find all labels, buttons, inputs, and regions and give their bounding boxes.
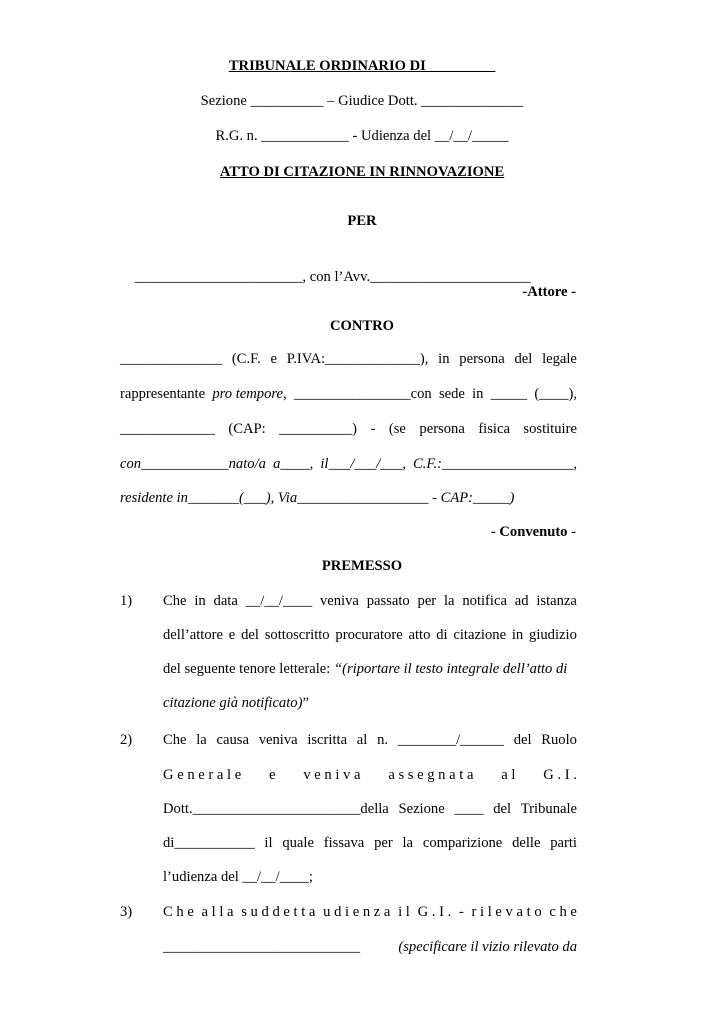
- w: causa: [216, 732, 249, 748]
- w: a s s e g n a t a: [388, 767, 474, 783]
- w: al: [356, 732, 368, 748]
- court-heading: TRIBUNALE ORDINARIO DI _________: [228, 58, 496, 74]
- w: G . I .: [543, 767, 577, 783]
- w: con____________nato/a: [120, 456, 266, 472]
- w: giudizio: [529, 627, 577, 643]
- w: persona: [459, 351, 505, 367]
- w: Che: [163, 732, 187, 748]
- w: veniva: [319, 593, 359, 609]
- w: dell’attore: [163, 627, 223, 643]
- w: sottoscritto: [264, 627, 330, 643]
- w: istanza: [536, 593, 577, 609]
- convenuto-line-2: [120, 385, 577, 403]
- w: sede: [438, 386, 465, 402]
- w: “(riportare il testo integrale dell’atto di: [334, 661, 568, 677]
- item-1-line-2: [163, 626, 577, 644]
- w: in: [511, 627, 524, 643]
- attore-line: [120, 250, 531, 304]
- contro-heading: CONTRO: [329, 318, 395, 334]
- w: la: [443, 593, 455, 609]
- w: _____: [490, 386, 528, 402]
- w: Che: [163, 593, 187, 609]
- attore-line-b: ______________________: [370, 269, 531, 285]
- convenuto-label-text: - Convenuto: [490, 524, 568, 540]
- w: c h e: [549, 904, 577, 920]
- w: fissava: [323, 835, 365, 851]
- w: parti: [550, 835, 577, 851]
- item-1-line-3: [163, 660, 567, 678]
- w: il___/___/___,: [320, 456, 406, 472]
- convenuto-line-1: [120, 350, 577, 368]
- w: a l l a: [201, 904, 234, 920]
- w: -: [370, 421, 376, 437]
- section-line: Sezione __________ – Giudice Dott. ______________: [200, 93, 524, 109]
- w: del: [514, 351, 533, 367]
- w: in: [472, 386, 484, 402]
- w: il: [264, 835, 273, 851]
- premesso-heading: PREMESSO: [321, 558, 403, 574]
- w: ______________: [120, 351, 223, 367]
- w: di: [436, 627, 448, 643]
- item-2-line-2: [163, 766, 577, 784]
- w: pro tempore,: [212, 386, 287, 402]
- item-number: 1): [120, 593, 133, 609]
- w: ________________con: [293, 386, 432, 402]
- w: notifica: [462, 593, 507, 609]
- w: ”: [302, 695, 309, 711]
- w: i l: [398, 904, 410, 920]
- w: citazione: [453, 627, 507, 643]
- w: persona: [419, 421, 465, 437]
- w: delle: [512, 835, 541, 851]
- w: Dott._______________________della: [163, 801, 389, 817]
- item-2-line-1: [163, 731, 577, 749]
- w: data: [213, 593, 238, 609]
- w: a l: [501, 767, 516, 783]
- w: __/__/____: [245, 593, 313, 609]
- convenuto-label: [491, 523, 576, 541]
- w: comparizione: [422, 835, 503, 851]
- w: veniva: [258, 732, 298, 748]
- attore-line-a: _______________________, con l’Avv.: [134, 269, 371, 285]
- w: per: [417, 593, 437, 609]
- w: (C.F.: [231, 351, 261, 367]
- w: Sezione: [398, 801, 445, 817]
- w: ___________________________: [163, 939, 361, 955]
- w: citazione già notificato): [163, 695, 303, 711]
- w: G e n e r a l e: [163, 767, 242, 783]
- w: v e n i v a: [303, 767, 361, 783]
- w: ________/______: [397, 732, 504, 748]
- item-2-line-3: [163, 800, 577, 818]
- w: di___________: [163, 835, 255, 851]
- w: u d i e n z a: [323, 904, 391, 920]
- w: quale: [282, 835, 314, 851]
- w: in: [194, 593, 206, 609]
- convenuto-line-4: [120, 455, 577, 473]
- w: Tribunale: [520, 801, 577, 817]
- w: fisica: [478, 421, 510, 437]
- w: (specificare il vizio rilevato da: [398, 939, 577, 955]
- w: del: [241, 627, 259, 643]
- w: (____),: [534, 386, 577, 402]
- w: e: [269, 767, 276, 783]
- w: __________): [279, 421, 358, 437]
- item-3-line-2: [163, 938, 577, 956]
- w: atto: [408, 627, 431, 643]
- w: a____,: [273, 456, 314, 472]
- item-2-line-5: l’udienza del __/__/____;: [163, 869, 313, 885]
- item-number: 3): [120, 904, 133, 920]
- item-1-line-1: [163, 592, 577, 610]
- w: la: [196, 732, 207, 748]
- w: e: [270, 351, 278, 367]
- w: C.F.:__________________,: [413, 456, 577, 472]
- w: C h e: [163, 904, 194, 920]
- w: procuratore: [335, 627, 403, 643]
- w: Ruolo: [541, 732, 577, 748]
- per-heading: PER: [347, 213, 377, 229]
- w: _____________: [120, 421, 215, 437]
- convenuto-line-5: residente in_______(___), Via__________________ - CAP:_____): [120, 490, 515, 506]
- w: n.: [377, 732, 389, 748]
- w: del: [493, 801, 512, 817]
- w: P.IVA:_____________),: [286, 351, 429, 367]
- w: in: [438, 351, 450, 367]
- w: (CAP:: [228, 421, 266, 437]
- w: rappresentante: [120, 386, 206, 402]
- item-1-line-4: [163, 694, 309, 712]
- w: e: [228, 627, 236, 643]
- item-number: 2): [120, 732, 133, 748]
- w: r i l e v a t o: [471, 904, 542, 920]
- convenuto-line-3: [120, 420, 577, 438]
- w: -: [458, 904, 464, 920]
- w: sostituire: [523, 421, 577, 437]
- rg-line: R.G. n. ____________ - Udienza del __/__/_____: [215, 128, 509, 144]
- w: per: [374, 835, 393, 851]
- w: legale: [542, 351, 577, 367]
- item-3-line-1: [163, 903, 577, 921]
- item-2-line-4: [163, 834, 577, 852]
- w: ad: [514, 593, 529, 609]
- w: (se: [388, 421, 406, 437]
- attore-label: -Attore -: [522, 284, 576, 300]
- w: G . I .: [417, 904, 452, 920]
- document-title: ATTO DI CITAZIONE IN RINNOVAZIONE: [219, 164, 505, 180]
- w: passato: [366, 593, 410, 609]
- w: del seguente tenore letterale:: [163, 661, 334, 677]
- w: s u d d e t t a: [241, 904, 316, 920]
- w: del: [513, 732, 532, 748]
- w: iscritta: [307, 732, 348, 748]
- w: ____: [454, 801, 484, 817]
- w: la: [402, 835, 414, 851]
- convenuto-label-tail: -: [567, 524, 576, 540]
